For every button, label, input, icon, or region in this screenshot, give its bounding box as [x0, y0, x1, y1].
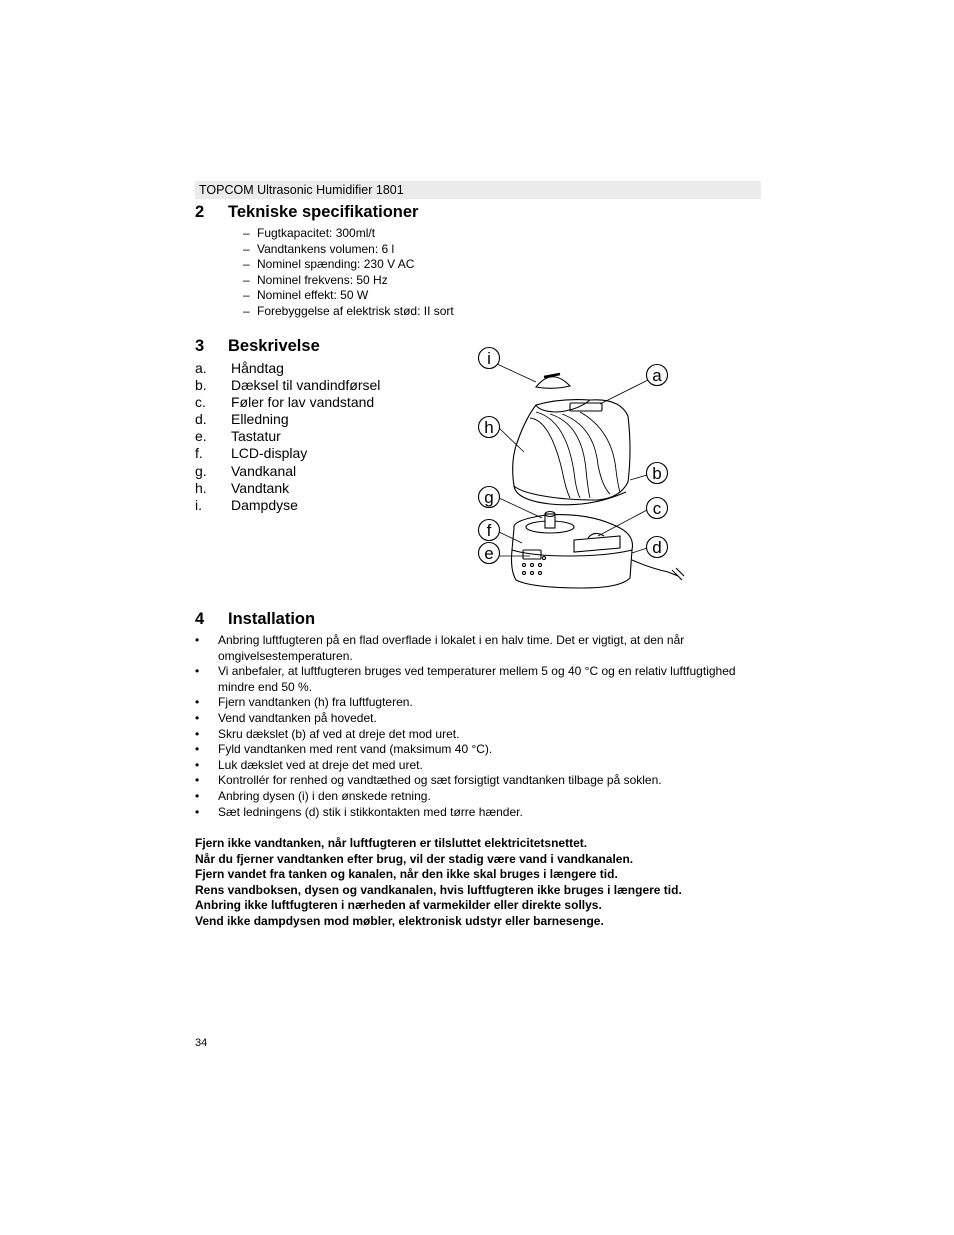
- spec-item: [243, 257, 454, 273]
- callout-i: [479, 348, 500, 369]
- installation-text: Skru dækslet (b) af ved at dreje det mod uret.: [218, 726, 460, 741]
- description-item: [195, 445, 380, 462]
- bullet-icon: •: [195, 804, 200, 819]
- item-letter: d.: [195, 411, 207, 428]
- water-tank-drawing: [513, 400, 630, 505]
- warning-line: Rens vandboksen, dysen og vandkanalen, hvis luftfugteren ikke bruges i længere tid.: [195, 882, 682, 897]
- callout-c: [647, 498, 668, 519]
- section-3-title: Beskrivelse: [228, 337, 320, 355]
- callout-label: c: [652, 499, 662, 518]
- warning-line: Når du fjerner vandtanken efter brug, vil der stadig være vand i vandkanalen.: [195, 851, 634, 866]
- spec-text: Vandtankens volumen: 6 l: [257, 241, 395, 256]
- spec-text: Nominel effekt: 50 W: [257, 288, 369, 302]
- callout-lines: [497, 364, 648, 556]
- base-drawing: [512, 512, 633, 589]
- item-letter: f.: [195, 445, 203, 462]
- callout-label: d: [652, 538, 662, 557]
- dash-icon: –: [243, 303, 250, 318]
- section-2-title: Tekniske specifikationer: [228, 203, 419, 221]
- spec-text: Forebyggelse af elektrisk stød: II sort: [257, 303, 454, 318]
- item-text: Vandkanal: [231, 462, 297, 479]
- callout-label: a: [652, 366, 662, 385]
- bullet-icon: •: [195, 710, 200, 725]
- installation-text: Anbring luftfugteren på en flad overflade i lokalet i en halv time. Det er vigtigt, at den når omgivelsestemperaturen.: [218, 633, 685, 663]
- installation-text: Fjern vandtanken (h) fra luftfugteren.: [218, 695, 413, 710]
- description-item: [195, 377, 380, 394]
- bullet-icon: •: [195, 695, 200, 710]
- callout-label: g: [484, 488, 494, 507]
- bullet-icon: •: [195, 788, 200, 803]
- callout-label: f: [486, 521, 492, 540]
- installation-text: Sæt ledningens (d) stik i stikkontakten med tørre hænder.: [218, 804, 523, 819]
- callout-label: i: [487, 349, 491, 368]
- item-letter: c.: [195, 394, 206, 411]
- item-letter: i.: [195, 496, 202, 513]
- spec-text: Nominel spænding: 230 V AC: [257, 257, 415, 271]
- spec-item: [243, 273, 454, 289]
- callout-f: [479, 520, 500, 541]
- spec-text: Nominel frekvens: 50 Hz: [257, 272, 388, 287]
- item-letter: a.: [195, 360, 207, 376]
- dash-icon: –: [243, 257, 250, 271]
- callout-b: [647, 463, 668, 484]
- item-letter: b.: [195, 377, 207, 394]
- installation-item: [195, 742, 765, 758]
- callout-e: [479, 543, 500, 564]
- installation-item: [195, 695, 765, 711]
- running-header-text: TOPCOM Ultrasonic Humidifier 1801: [199, 183, 404, 197]
- spec-list: [243, 226, 454, 319]
- bullet-icon: •: [195, 742, 200, 757]
- dash-icon: –: [243, 288, 250, 302]
- dash-icon: –: [243, 241, 250, 256]
- item-text: Elledning: [231, 411, 289, 428]
- installation-text: Vi anbefaler, at luftfugteren bruges ved temperaturer mellem 5 og 40 °C og en relativ luftfugtighed mindre end 50 %.: [218, 664, 736, 694]
- callout-g: [479, 487, 500, 508]
- description-item: [195, 360, 380, 377]
- item-text: Dampdyse: [231, 496, 298, 513]
- section-4-heading: [195, 609, 315, 629]
- item-letter: h.: [195, 479, 207, 496]
- callout-label: e: [484, 544, 494, 563]
- callout-label: b: [652, 464, 662, 483]
- dash-icon: –: [243, 226, 250, 240]
- running-header: [195, 181, 761, 199]
- section-3-heading: [195, 336, 320, 356]
- description-item: [195, 428, 380, 445]
- installation-item: [195, 758, 765, 774]
- page-number: 34: [195, 1037, 208, 1049]
- warning-line: Fjern ikke vandtanken, når luftfugteren er tilsluttet elektricitetsnettet.: [195, 836, 588, 850]
- callout-h: [479, 417, 500, 438]
- section-2-number: 2: [195, 203, 205, 221]
- installation-item: [195, 789, 765, 805]
- item-text: Tastatur: [231, 428, 281, 445]
- item-letter: g.: [195, 462, 207, 479]
- spec-text: Fugtkapacitet: 300ml/t: [257, 226, 376, 240]
- installation-item: [195, 664, 765, 695]
- description-item: [195, 480, 380, 497]
- spec-item: [243, 242, 454, 258]
- installation-item: [195, 773, 765, 789]
- item-text: LCD-display: [231, 445, 308, 462]
- bullet-icon: •: [195, 757, 200, 772]
- power-cord-drawing: [632, 560, 684, 580]
- warning-line: Anbring ikke luftfugteren i nærheden af varmekilder eller direkte sollys.: [195, 898, 602, 912]
- nozzle-drawing: [536, 374, 570, 388]
- section-3-number: 3: [195, 337, 205, 355]
- installation-item: [195, 805, 765, 821]
- bullet-icon: •: [195, 726, 200, 741]
- installation-text: Kontrollér for renhed og vandtæthed og sæt forsigtigt vandtanken tilbage på soklen.: [218, 773, 662, 788]
- spec-item: [243, 288, 454, 304]
- warning-line: Vend ikke dampdysen mod møbler, elektronisk udstyr eller barnesenge.: [195, 913, 604, 928]
- description-item: [195, 411, 380, 428]
- item-text: Føler for lav vandstand: [231, 394, 375, 411]
- bullet-icon: •: [195, 664, 200, 679]
- installation-text: Vend vandtanken på hovedet.: [218, 710, 377, 725]
- spec-item: [243, 226, 454, 242]
- callout-a: [647, 365, 668, 386]
- section-4-number: 4: [195, 610, 205, 628]
- description-item: [195, 394, 380, 411]
- installation-text: Anbring dysen (i) i den ønskede retning.: [218, 788, 431, 803]
- installation-item: [195, 727, 765, 743]
- callout-d: [647, 537, 668, 558]
- installation-text: Luk dækslet ved at dreje det med uret.: [218, 757, 423, 772]
- installation-item: [195, 633, 765, 664]
- section-2-heading: [195, 202, 418, 222]
- item-text: Håndtag: [231, 360, 284, 376]
- warning-line: Fjern vandet fra tanken og kanalen, når den ikke skal bruges i længere tid.: [195, 867, 618, 881]
- spec-item: [243, 304, 454, 320]
- humidifier-diagram: [470, 340, 690, 592]
- item-text: Dæksel til vandindførsel: [231, 377, 381, 394]
- bullet-icon: •: [195, 773, 200, 788]
- item-text: Vandtank: [231, 479, 290, 496]
- callout-label: h: [484, 418, 494, 437]
- warning-block: [195, 836, 682, 929]
- installation-list: [195, 633, 765, 820]
- item-letter: e.: [195, 428, 207, 445]
- installation-item: [195, 711, 765, 727]
- bullet-icon: •: [195, 633, 200, 647]
- description-item: [195, 497, 380, 514]
- description-item: [195, 463, 380, 480]
- section-4-title: Installation: [228, 610, 316, 628]
- installation-text: Fyld vandtanken med rent vand (maksimum 40 °C).: [218, 742, 493, 757]
- description-list: [195, 360, 380, 514]
- dash-icon: –: [243, 272, 250, 287]
